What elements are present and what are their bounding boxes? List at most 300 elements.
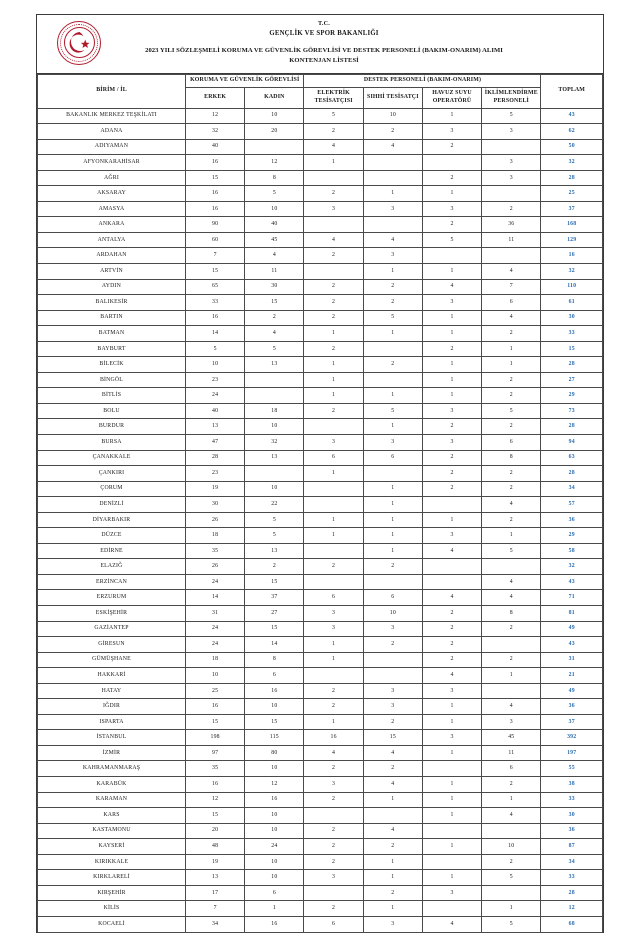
cell-sihhi: 3 [363, 248, 422, 264]
cell-erkek: 15 [186, 714, 245, 730]
cell-toplam: 61 [541, 295, 603, 311]
table-row [38, 590, 603, 606]
cell-elektrik: 1 [304, 466, 363, 482]
column-header-toplam: TOPLAM [541, 74, 603, 108]
cell-iklimlendirme: 2 [482, 201, 541, 217]
column-header-havuz: HAVUZ SUYU OPERATÖRÜ [422, 87, 481, 108]
cell-erkek: 34 [186, 916, 245, 932]
cell-kadin: 13 [245, 450, 304, 466]
cell-kadin: 20 [245, 124, 304, 140]
cell-havuz: 2 [422, 652, 481, 668]
cell-elektrik: 2 [304, 341, 363, 357]
cell-iklimlendirme: 1 [482, 792, 541, 808]
cell-iklimlendirme: 11 [482, 232, 541, 248]
cell-toplam: 34 [541, 481, 603, 497]
table-row [38, 870, 603, 886]
column-group-header-support: DESTEK PERSONELİ (BAKIM-ONARIM) [304, 74, 541, 87]
cell-birim: BALIKESİR [38, 295, 186, 311]
cell-havuz [422, 497, 481, 513]
cell-sihhi [363, 668, 422, 684]
column-group-header-security: KORUMA VE GÜVENLİK GÖREVLİSİ [186, 74, 304, 87]
cell-sihhi [363, 808, 422, 824]
cell-birim: BAYBURT [38, 341, 186, 357]
cell-elektrik: 5 [304, 108, 363, 124]
cell-birim: KARS [38, 808, 186, 824]
table-body [38, 108, 603, 932]
cell-kadin: 115 [245, 730, 304, 746]
cell-toplam: 36 [541, 512, 603, 528]
cell-birim: BATMAN [38, 326, 186, 342]
cell-kadin: 32 [245, 435, 304, 451]
cell-toplam: 38 [541, 777, 603, 793]
cell-birim: ANTALYA [38, 232, 186, 248]
cell-elektrik [304, 419, 363, 435]
cell-birim: KIRŞEHİR [38, 885, 186, 901]
cell-birim: ERZURUM [38, 590, 186, 606]
cell-iklimlendirme: 2 [482, 652, 541, 668]
cell-birim: EDİRNE [38, 543, 186, 559]
cell-sihhi [363, 574, 422, 590]
table-row [38, 901, 603, 917]
cell-iklimlendirme: 3 [482, 714, 541, 730]
cell-toplam: 55 [541, 761, 603, 777]
cell-erkek: 30 [186, 497, 245, 513]
cell-erkek: 198 [186, 730, 245, 746]
cell-birim: BOLU [38, 403, 186, 419]
cell-iklimlendirme: 5 [482, 108, 541, 124]
cell-sihhi [363, 170, 422, 186]
table-row [38, 668, 603, 684]
cell-erkek: 16 [186, 699, 245, 715]
cell-sihhi: 3 [363, 435, 422, 451]
cell-sihhi: 3 [363, 916, 422, 932]
table-row [38, 497, 603, 513]
cell-sihhi: 4 [363, 777, 422, 793]
cell-iklimlendirme: 2 [482, 372, 541, 388]
cell-birim: KIRKLARELİ [38, 870, 186, 886]
cell-kadin: 16 [245, 683, 304, 699]
cell-birim: BİNGÖL [38, 372, 186, 388]
cell-erkek: 23 [186, 372, 245, 388]
cell-havuz [422, 761, 481, 777]
table-row [38, 108, 603, 124]
table-header [38, 74, 603, 108]
cell-kadin: 15 [245, 714, 304, 730]
cell-havuz: 2 [422, 466, 481, 482]
cell-iklimlendirme [482, 248, 541, 264]
cell-iklimlendirme: 2 [482, 621, 541, 637]
cell-toplam: 31 [541, 652, 603, 668]
table-row [38, 201, 603, 217]
cell-birim: KASTAMONU [38, 823, 186, 839]
table-row [38, 326, 603, 342]
cell-elektrik: 2 [304, 761, 363, 777]
cell-kadin: 10 [245, 108, 304, 124]
cell-birim: AYDIN [38, 279, 186, 295]
cell-havuz: 4 [422, 590, 481, 606]
cell-toplam: 30 [541, 808, 603, 824]
cell-erkek: 14 [186, 590, 245, 606]
cell-toplam: 21 [541, 668, 603, 684]
cell-havuz: 2 [422, 621, 481, 637]
cell-elektrik [304, 217, 363, 233]
cell-sihhi: 4 [363, 823, 422, 839]
cell-elektrik: 2 [304, 559, 363, 575]
cell-erkek: 20 [186, 823, 245, 839]
cell-havuz [422, 155, 481, 171]
cell-elektrik: 1 [304, 528, 363, 544]
cell-kadin [245, 372, 304, 388]
cell-elektrik [304, 668, 363, 684]
cell-iklimlendirme: 1 [482, 901, 541, 917]
cell-birim: DENİZLİ [38, 497, 186, 513]
cell-kadin: 4 [245, 326, 304, 342]
cell-erkek: 12 [186, 108, 245, 124]
cell-elektrik: 1 [304, 326, 363, 342]
cell-birim: İSTANBUL [38, 730, 186, 746]
cell-erkek: 16 [186, 186, 245, 202]
cell-elektrik: 4 [304, 232, 363, 248]
cell-sihhi: 1 [363, 543, 422, 559]
cell-kadin: 2 [245, 310, 304, 326]
cell-iklimlendirme: 11 [482, 745, 541, 761]
cell-birim: GÜMÜŞHANE [38, 652, 186, 668]
cell-erkek: 10 [186, 668, 245, 684]
cell-sihhi: 1 [363, 263, 422, 279]
cell-toplam: 71 [541, 590, 603, 606]
cell-toplam: 27 [541, 372, 603, 388]
table-row [38, 403, 603, 419]
cell-erkek: 15 [186, 263, 245, 279]
cell-elektrik: 3 [304, 621, 363, 637]
table-row [38, 341, 603, 357]
table-row [38, 730, 603, 746]
cell-sihhi: 6 [363, 590, 422, 606]
cell-birim: AMASYA [38, 201, 186, 217]
table-row [38, 310, 603, 326]
cell-toplam: 16 [541, 248, 603, 264]
cell-sihhi [363, 217, 422, 233]
cell-birim: GAZİANTEP [38, 621, 186, 637]
cell-havuz: 2 [422, 217, 481, 233]
cell-birim: BAKANLIK MERKEZ TEŞKİLATI [38, 108, 186, 124]
column-header-iklimlendirme: İKLİMLENDİRME PERSONELİ [482, 87, 541, 108]
cell-sihhi: 1 [363, 854, 422, 870]
header-line-ministry: GENÇLİK VE SPOR BAKANLIĞI [269, 29, 379, 37]
cell-iklimlendirme: 4 [482, 310, 541, 326]
cell-sihhi: 15 [363, 730, 422, 746]
cell-havuz: 3 [422, 528, 481, 544]
cell-birim: IĞDIR [38, 699, 186, 715]
cell-havuz: 3 [422, 124, 481, 140]
cell-iklimlendirme: 2 [482, 388, 541, 404]
cell-iklimlendirme: 45 [482, 730, 541, 746]
cell-erkek: 40 [186, 139, 245, 155]
turkish-state-emblem-icon [57, 21, 101, 65]
cell-havuz: 4 [422, 543, 481, 559]
cell-birim: KAHRAMANMARAŞ [38, 761, 186, 777]
table-row [38, 388, 603, 404]
cell-toplam: 43 [541, 108, 603, 124]
cell-elektrik: 2 [304, 279, 363, 295]
cell-elektrik: 1 [304, 637, 363, 653]
cell-birim: ÇANAKKALE [38, 450, 186, 466]
cell-kadin: 10 [245, 201, 304, 217]
cell-iklimlendirme: 2 [482, 854, 541, 870]
cell-birim: ÇANKIRI [38, 466, 186, 482]
cell-sihhi: 1 [363, 497, 422, 513]
cell-birim: HATAY [38, 683, 186, 699]
cell-elektrik: 2 [304, 186, 363, 202]
cell-kadin: 12 [245, 155, 304, 171]
table-row [38, 481, 603, 497]
cell-toplam: 28 [541, 885, 603, 901]
cell-erkek: 18 [186, 652, 245, 668]
cell-sihhi: 2 [363, 761, 422, 777]
cell-kadin [245, 388, 304, 404]
cell-sihhi: 2 [363, 637, 422, 653]
cell-kadin: 10 [245, 823, 304, 839]
cell-sihhi: 4 [363, 139, 422, 155]
cell-toplam: 34 [541, 854, 603, 870]
cell-toplam: 37 [541, 201, 603, 217]
table-row [38, 745, 603, 761]
cell-erkek: 24 [186, 637, 245, 653]
column-header-elektrik: ELEKTRİK TESİSATÇISI [304, 87, 363, 108]
cell-birim: KİLİS [38, 901, 186, 917]
cell-kadin: 2 [245, 559, 304, 575]
cell-iklimlendirme: 10 [482, 839, 541, 855]
cell-birim: BARTIN [38, 310, 186, 326]
cell-birim: ÇORUM [38, 481, 186, 497]
cell-kadin: 10 [245, 854, 304, 870]
cell-iklimlendirme: 3 [482, 124, 541, 140]
cell-elektrik: 4 [304, 745, 363, 761]
cell-toplam: 32 [541, 263, 603, 279]
cell-iklimlendirme: 6 [482, 295, 541, 311]
cell-birim: ARDAHAN [38, 248, 186, 264]
cell-havuz: 4 [422, 279, 481, 295]
cell-erkek: 18 [186, 528, 245, 544]
cell-erkek: 5 [186, 341, 245, 357]
table-row [38, 419, 603, 435]
cell-havuz: 1 [422, 186, 481, 202]
cell-sihhi: 1 [363, 792, 422, 808]
cell-iklimlendirme: 1 [482, 528, 541, 544]
table-row [38, 295, 603, 311]
cell-havuz: 1 [422, 512, 481, 528]
cell-birim: ARTVİN [38, 263, 186, 279]
cell-iklimlendirme: 4 [482, 808, 541, 824]
table-row [38, 466, 603, 482]
cell-sihhi: 2 [363, 559, 422, 575]
cell-havuz [422, 854, 481, 870]
cell-elektrik: 6 [304, 916, 363, 932]
cell-kadin: 4 [245, 248, 304, 264]
cell-kadin: 14 [245, 637, 304, 653]
cell-erkek: 7 [186, 901, 245, 917]
cell-kadin: 10 [245, 870, 304, 886]
cell-elektrik [304, 543, 363, 559]
cell-toplam: 12 [541, 901, 603, 917]
cell-kadin: 12 [245, 777, 304, 793]
cell-erkek: 7 [186, 248, 245, 264]
cell-elektrik: 2 [304, 823, 363, 839]
cell-erkek: 24 [186, 574, 245, 590]
cell-toplam: 63 [541, 450, 603, 466]
cell-kadin: 10 [245, 808, 304, 824]
cell-havuz [422, 248, 481, 264]
cell-erkek: 47 [186, 435, 245, 451]
cell-elektrik [304, 263, 363, 279]
cell-iklimlendirme: 8 [482, 606, 541, 622]
cell-elektrik: 1 [304, 652, 363, 668]
column-header-sihhi: SIHHİ TESİSATÇI [363, 87, 422, 108]
cell-toplam: 28 [541, 419, 603, 435]
cell-havuz: 3 [422, 683, 481, 699]
table-row [38, 528, 603, 544]
cell-sihhi: 1 [363, 481, 422, 497]
cell-erkek: 90 [186, 217, 245, 233]
cell-kadin: 22 [245, 497, 304, 513]
table-row [38, 139, 603, 155]
cell-toplam: 36 [541, 699, 603, 715]
cell-kadin: 8 [245, 170, 304, 186]
cell-kadin: 37 [245, 590, 304, 606]
cell-toplam: 129 [541, 232, 603, 248]
cell-toplam: 49 [541, 683, 603, 699]
cell-kadin: 16 [245, 916, 304, 932]
cell-birim: BİLECİK [38, 357, 186, 373]
cell-elektrik: 1 [304, 372, 363, 388]
cell-erkek: 40 [186, 403, 245, 419]
cell-elektrik: 1 [304, 155, 363, 171]
cell-erkek: 13 [186, 870, 245, 886]
cell-birim: AKSARAY [38, 186, 186, 202]
cell-toplam: 73 [541, 403, 603, 419]
table-row [38, 777, 603, 793]
cell-kadin: 8 [245, 652, 304, 668]
cell-birim: KARAMAN [38, 792, 186, 808]
cell-erkek: 24 [186, 388, 245, 404]
cell-erkek: 16 [186, 155, 245, 171]
cell-erkek: 12 [186, 792, 245, 808]
table-row [38, 248, 603, 264]
cell-erkek: 19 [186, 854, 245, 870]
column-header-birim: BİRİM / İL [38, 74, 186, 108]
cell-toplam: 168 [541, 217, 603, 233]
cell-iklimlendirme: 4 [482, 590, 541, 606]
cell-toplam: 57 [541, 497, 603, 513]
cell-toplam: 49 [541, 621, 603, 637]
cell-havuz: 2 [422, 637, 481, 653]
cell-sihhi: 1 [363, 528, 422, 544]
cell-elektrik: 1 [304, 388, 363, 404]
cell-toplam: 32 [541, 155, 603, 171]
cell-kadin: 40 [245, 217, 304, 233]
table-row [38, 170, 603, 186]
table-row [38, 450, 603, 466]
cell-kadin: 45 [245, 232, 304, 248]
cell-birim: BİTLİS [38, 388, 186, 404]
masthead-text [115, 20, 597, 66]
cell-sihhi: 1 [363, 901, 422, 917]
cell-toplam: 392 [541, 730, 603, 746]
cell-iklimlendirme [482, 559, 541, 575]
cell-elektrik: 1 [304, 357, 363, 373]
cell-erkek: 15 [186, 170, 245, 186]
cell-elektrik: 3 [304, 435, 363, 451]
cell-sihhi: 2 [363, 885, 422, 901]
cell-havuz [422, 823, 481, 839]
cell-sihhi [363, 341, 422, 357]
cell-havuz [422, 901, 481, 917]
cell-elektrik: 3 [304, 777, 363, 793]
cell-sihhi: 1 [363, 388, 422, 404]
table-row [38, 606, 603, 622]
cell-birim: AĞRI [38, 170, 186, 186]
cell-sihhi: 1 [363, 512, 422, 528]
cell-birim: DİYARBAKIR [38, 512, 186, 528]
cell-kadin: 15 [245, 621, 304, 637]
cell-erkek: 17 [186, 885, 245, 901]
cell-birim: HAKKARİ [38, 668, 186, 684]
cell-kadin: 10 [245, 419, 304, 435]
cell-kadin: 5 [245, 341, 304, 357]
document-frame [36, 14, 604, 933]
cell-havuz: 5 [422, 232, 481, 248]
cell-erkek: 16 [186, 777, 245, 793]
cell-sihhi: 2 [363, 714, 422, 730]
cell-havuz: 2 [422, 606, 481, 622]
cell-sihhi: 10 [363, 606, 422, 622]
cell-kadin: 24 [245, 839, 304, 855]
cell-elektrik: 2 [304, 699, 363, 715]
table-row [38, 217, 603, 233]
cell-iklimlendirme [482, 885, 541, 901]
cell-toplam: 87 [541, 839, 603, 855]
cell-elektrik: 2 [304, 901, 363, 917]
cell-birim: KIRIKKALE [38, 854, 186, 870]
table-row [38, 543, 603, 559]
table-row [38, 435, 603, 451]
cell-iklimlendirme: 6 [482, 435, 541, 451]
cell-iklimlendirme: 3 [482, 155, 541, 171]
table-row [38, 652, 603, 668]
cell-elektrik: 2 [304, 248, 363, 264]
cell-kadin: 1 [245, 901, 304, 917]
cell-sihhi: 2 [363, 295, 422, 311]
cell-toplam: 58 [541, 543, 603, 559]
cell-iklimlendirme: 1 [482, 357, 541, 373]
cell-erkek: 31 [186, 606, 245, 622]
header-line-tc: T.C. [317, 20, 331, 27]
cell-kadin: 10 [245, 761, 304, 777]
table-row [38, 792, 603, 808]
cell-toplam: 28 [541, 357, 603, 373]
cell-birim: GİRESUN [38, 637, 186, 653]
cell-toplam: 36 [541, 823, 603, 839]
cell-kadin: 6 [245, 668, 304, 684]
cell-toplam: 29 [541, 528, 603, 544]
table-row [38, 357, 603, 373]
cell-havuz: 4 [422, 668, 481, 684]
cell-sihhi: 3 [363, 621, 422, 637]
cell-iklimlendirme: 5 [482, 403, 541, 419]
cell-havuz: 1 [422, 792, 481, 808]
cell-elektrik [304, 885, 363, 901]
cell-sihhi: 4 [363, 745, 422, 761]
